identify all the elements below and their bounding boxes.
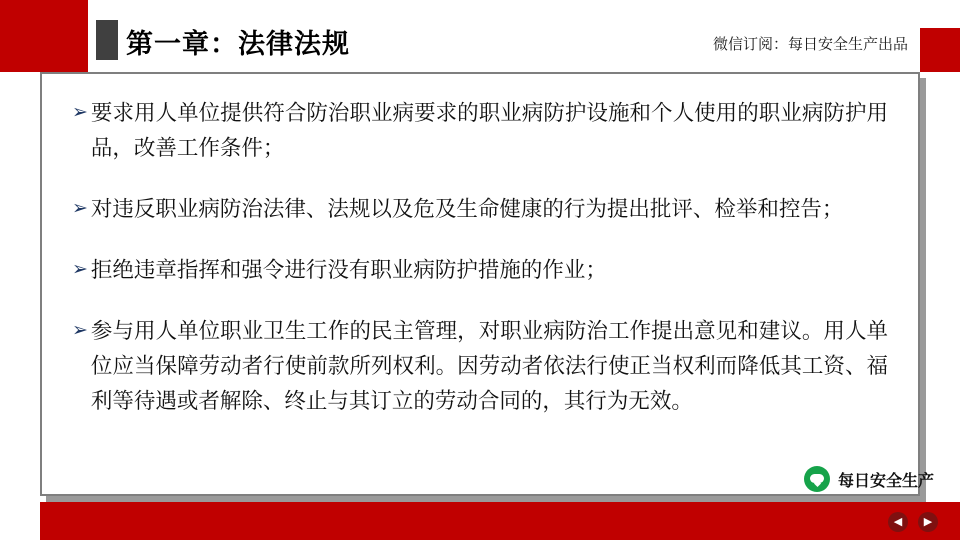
bullet-arrow-icon: ➢ — [72, 198, 88, 219]
bottom-left-white-accent — [0, 502, 40, 540]
wechat-icon — [804, 466, 830, 492]
list-item — [72, 192, 888, 227]
title-marker-block — [96, 20, 118, 60]
bullet-arrow-icon: ➢ — [72, 259, 88, 280]
list-item — [72, 96, 888, 166]
page-title: 第一章：法律法规 — [126, 29, 350, 59]
slide-nav-buttons[interactable] — [888, 512, 938, 532]
content-panel — [40, 72, 920, 496]
footer-brand-label: 每日安全生产 — [837, 472, 934, 490]
list-item-text: 拒绝违章指挥和强令进行没有职业病防护措施的作业； — [90, 258, 607, 282]
top-right-red-accent — [920, 28, 960, 72]
footer-brand — [804, 466, 934, 492]
list-item-text: 要求用人单位提供符合防治职业病要求的职业病防护设施和个人使用的职业病防护用品，改善工作条件； — [90, 101, 888, 160]
wechat-subscription-note: 微信订阅：每日安全生产出品 — [712, 36, 908, 53]
bullet-arrow-icon: ➢ — [72, 102, 88, 123]
list-item-text: 对违反职业病防治法律、法规以及危及生命健康的行为提出批评、检举和控告； — [90, 197, 844, 221]
list-item-text: 参与用人单位职业卫生工作的民主管理，对职业病防治工作提出意见和建议。用人单位应当保障劳动者行使前款所列权利。因劳动者依法行使正当权利而降低其工资、福利等待遇或者解除、终止与其订立的劳动合同的，其行为无效。 — [90, 319, 888, 413]
bullet-arrow-icon: ➢ — [72, 320, 88, 341]
bottom-red-bar — [0, 502, 960, 540]
next-slide-button[interactable]: ▶ — [918, 512, 938, 532]
list-item — [72, 253, 888, 288]
previous-slide-button[interactable]: ◀ — [888, 512, 908, 532]
list-item — [72, 314, 888, 419]
